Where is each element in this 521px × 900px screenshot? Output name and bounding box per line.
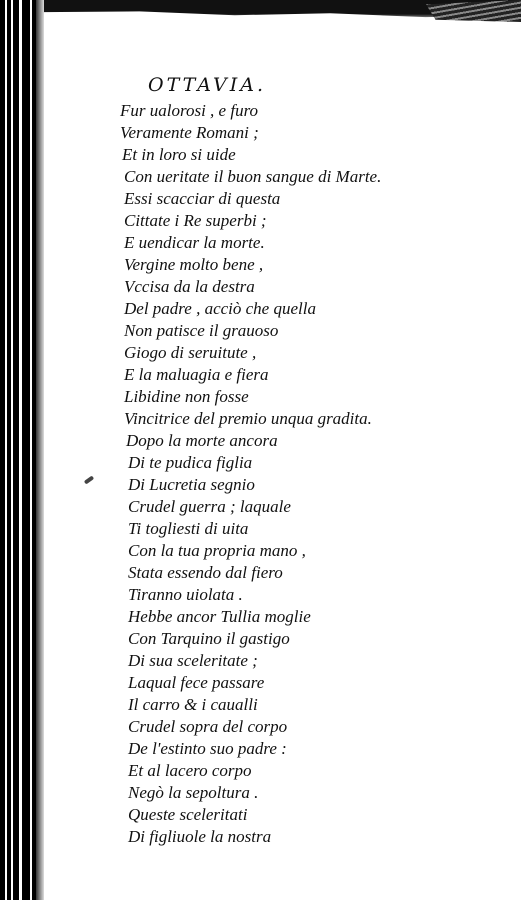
- verse-line: Di te pudica figlia: [128, 453, 253, 472]
- verse-line: E la maluagia e fiera: [124, 365, 269, 384]
- verse-line: Di sua sceleritate ;: [128, 651, 258, 670]
- verse-line: Di Lucretia segnio: [128, 475, 255, 494]
- verse-line: Crudel guerra ; laquale: [128, 497, 291, 516]
- verse-line: Ti togliesti di uita: [128, 519, 249, 538]
- verse-line: Con ueritate il buon sangue di Marte.: [124, 167, 382, 186]
- verse-line: Il carro & i caualli: [128, 695, 258, 714]
- verse-line: Cittate i Re superbi ;: [124, 211, 267, 230]
- verse-line: Tiranno uiolata .: [128, 585, 243, 604]
- verse-line: Stata essendo dal fiero: [128, 563, 283, 582]
- verse-line: Vincitrice del premio unqua gradita.: [124, 409, 372, 428]
- verse-line: Di figliuole la nostra: [128, 827, 272, 846]
- verse-line: De l'estinto suo padre :: [128, 739, 287, 758]
- verse-line: Queste sceleritati: [128, 805, 248, 824]
- verse-line: Laqual fece passare: [128, 673, 265, 692]
- verse-line: Giogo di seruitute ,: [124, 343, 257, 362]
- verse-line: Essi scacciar di questa: [124, 189, 281, 208]
- verse-line: E uendicar la morte.: [124, 233, 265, 252]
- verse-line: Del padre , acciò che quella: [124, 299, 316, 318]
- running-title: OTTAVIA.: [148, 74, 266, 96]
- verse-line: Et al lacero corpo: [128, 761, 252, 780]
- verse-line: Negò la sepoltura .: [128, 783, 259, 802]
- verse-line: Con Tarquino il gastigo: [128, 629, 290, 648]
- verse-line: Libidine non fosse: [124, 387, 249, 406]
- verse-line: Dopo la morte ancora: [126, 431, 278, 450]
- verse-line: Vccisa da la destra: [124, 277, 255, 296]
- verse-line: Hebbe ancor Tullia moglie: [128, 607, 311, 626]
- verse-line: Fur ualorosi , e furo: [120, 101, 259, 120]
- verse-line: Non patisce il grauoso: [124, 321, 279, 340]
- verse-line: Crudel sopra del corpo: [128, 717, 288, 736]
- verse-line: Et in loro si uide: [122, 145, 236, 164]
- verse-line: Veramente Romani ;: [120, 123, 259, 142]
- verse-line: Con la tua propria mano ,: [128, 541, 306, 560]
- verse-line: Vergine molto bene ,: [124, 255, 264, 274]
- ink-speck: [84, 475, 94, 484]
- page-shadow-edge: [36, 0, 44, 900]
